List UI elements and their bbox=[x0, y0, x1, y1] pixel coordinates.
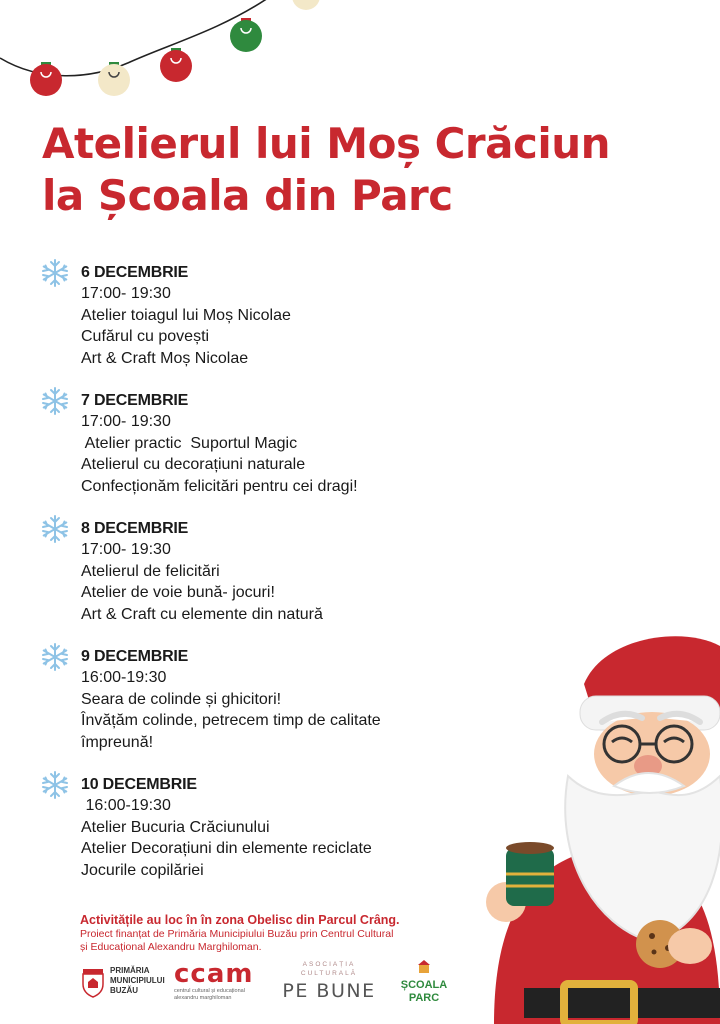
primaria-line-2: MUNICIPIULUI bbox=[110, 976, 165, 985]
day-date: 9 DECEMBRIE bbox=[81, 648, 189, 665]
activity: Seara de colinde și ghicitori! bbox=[81, 690, 282, 708]
activity: Atelierul cu decorațiuni naturale bbox=[81, 456, 306, 473]
activity: Atelierul de felicitări bbox=[81, 562, 220, 580]
pebune-name: PE BUNE bbox=[282, 980, 376, 1002]
snowflake-icon bbox=[40, 770, 70, 800]
day-time: 17:00- 19:30 bbox=[81, 413, 171, 430]
ccam-logo bbox=[174, 960, 264, 1006]
activity: Atelier toiagul lui Moș Nicolae bbox=[81, 306, 291, 324]
primaria-line-3: BUZĂU bbox=[110, 986, 138, 995]
primaria-line-1: PRIMĂRIA bbox=[110, 966, 150, 975]
christmas-lights-icon bbox=[0, 0, 330, 110]
footer bbox=[80, 912, 460, 953]
day-date: 8 DECEMBRIE bbox=[81, 520, 189, 537]
snowflake-icon bbox=[40, 642, 70, 672]
ccam-sub-2: alexandru marghiloman bbox=[174, 995, 232, 1001]
crest-icon bbox=[80, 968, 106, 998]
title-line-1: Atelierul lui Moș Crăciun bbox=[42, 119, 611, 168]
activity: Jocurile copilăriei bbox=[81, 861, 204, 879]
pebune-logo bbox=[274, 960, 384, 1006]
santa-illustration bbox=[484, 626, 720, 1024]
activity: Atelier practic Suportul Magic bbox=[81, 434, 298, 452]
activity: Art & Craft cu elemente din natură bbox=[81, 605, 323, 623]
location-note: Activitățile au loc în în zona Obelisc din Parcul Crâng. bbox=[80, 913, 400, 927]
ccam-sub-1: centrul cultural și educațional bbox=[174, 988, 245, 994]
activity: Învățăm colinde, petrecem timp de calitate bbox=[81, 712, 381, 729]
primaria-logo bbox=[76, 960, 165, 1006]
day-time: 16:00-19:30 bbox=[81, 797, 171, 814]
activity: Atelier Bucuria Crăciunului bbox=[81, 818, 270, 836]
scoala-line-2: PARC bbox=[408, 992, 440, 1004]
day-time: 16:00-19:30 bbox=[81, 669, 167, 686]
pebune-top: ASOCIAȚIA CULTURALĂ bbox=[300, 961, 358, 977]
ccam-name: ccam bbox=[174, 959, 254, 989]
snowflake-icon bbox=[40, 514, 70, 544]
scoala-parc-logo bbox=[394, 960, 454, 1006]
snowflake-icon bbox=[40, 258, 70, 288]
activity: Confecționăm felicitări pentru cei dragi! bbox=[81, 477, 358, 495]
page-title bbox=[42, 118, 610, 222]
scoala-line-1: ȘCOALA bbox=[400, 979, 448, 991]
sponsor-logos bbox=[76, 960, 476, 1010]
snowflake-icon bbox=[40, 386, 70, 416]
day-time: 17:00- 19:30 bbox=[81, 285, 171, 302]
school-icon bbox=[417, 960, 431, 974]
day-date: 10 DECEMBRIE bbox=[81, 776, 197, 793]
title-line-2: la Școala din Parc bbox=[42, 171, 453, 220]
day-date: 7 DECEMBRIE bbox=[81, 392, 189, 409]
day-date: 6 DECEMBRIE bbox=[81, 264, 189, 281]
activity: împreună! bbox=[81, 733, 154, 751]
activity: Art & Craft Moș Nicolae bbox=[81, 349, 249, 367]
day-time: 17:00- 19:30 bbox=[81, 541, 171, 558]
activity: Atelier Decorațiuni din elemente reciclate bbox=[81, 840, 372, 857]
funding-note-line-2: și Educațional Alexandru Marghiloman. bbox=[80, 940, 262, 953]
activity: Atelier de voie bună- jocuri! bbox=[81, 584, 275, 601]
funding-note-line-1: Proiect finanțat de Primăria Municipiului Buzău prin Centrul Cultural bbox=[80, 928, 394, 940]
activity: Cufărul cu povești bbox=[81, 328, 210, 345]
